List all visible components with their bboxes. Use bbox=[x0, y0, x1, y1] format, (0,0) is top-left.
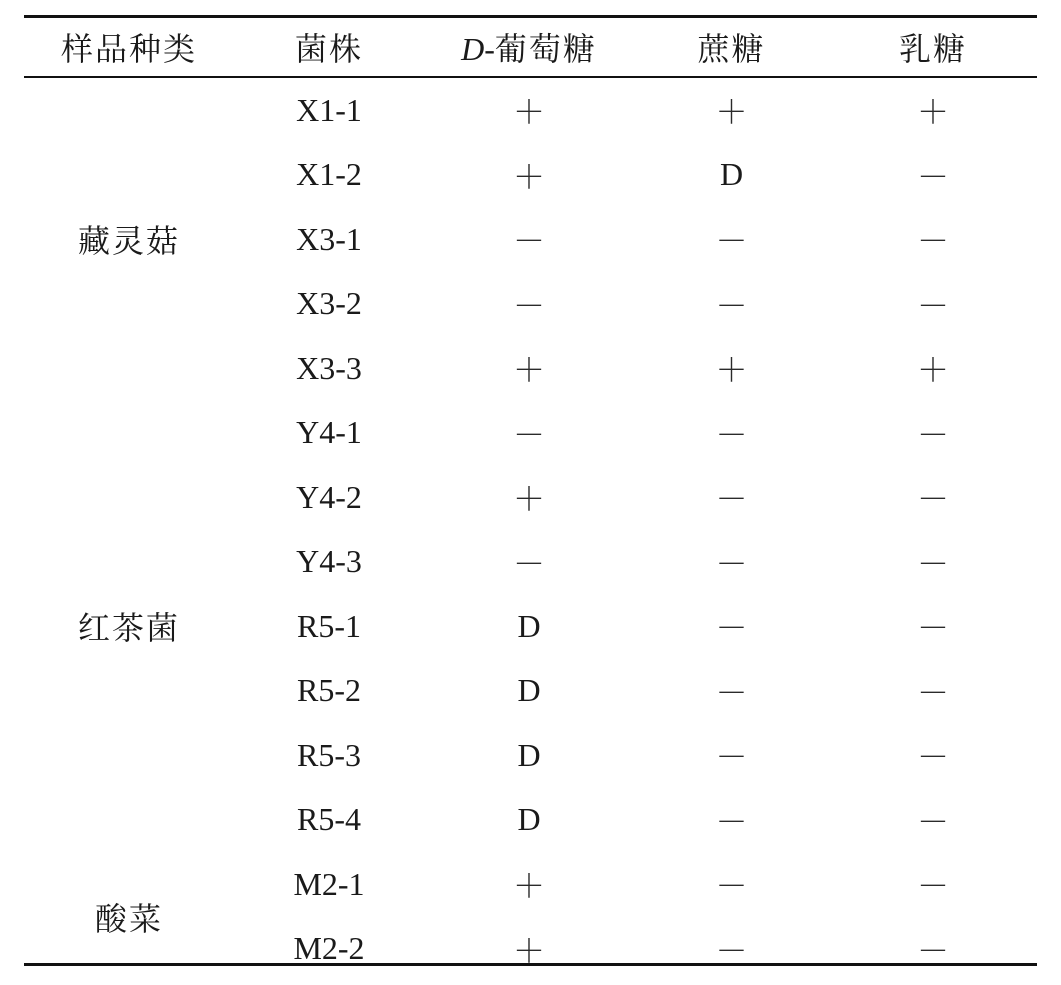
glucose-result-cell: D bbox=[517, 607, 541, 644]
strain-cell: M2-1 bbox=[293, 865, 365, 902]
lactose-result-cell: － bbox=[916, 286, 949, 325]
glucose-result-cell: ＋ bbox=[512, 157, 545, 196]
sucrose-result-cell: D bbox=[719, 156, 744, 193]
glucose-result-cell: D bbox=[517, 736, 541, 773]
header-glucose-prefix: D- bbox=[461, 31, 495, 67]
lactose-result-cell: － bbox=[916, 867, 949, 906]
table-header bbox=[24, 18, 1037, 76]
sucrose-result-cell: － bbox=[715, 867, 748, 906]
sample-type-cell: 藏灵菇 bbox=[77, 223, 180, 260]
strain-cell: M2-2 bbox=[293, 930, 365, 967]
glucose-result-cell: － bbox=[512, 222, 545, 261]
lactose-result-cell: ＋ bbox=[916, 93, 949, 132]
sucrose-result-cell: － bbox=[715, 286, 748, 325]
sucrose-result-cell: － bbox=[715, 673, 748, 712]
table-row bbox=[24, 852, 1037, 917]
sample-type-cell: 红茶菌 bbox=[77, 610, 180, 647]
lactose-result-cell: － bbox=[916, 931, 949, 970]
lactose-result-cell: － bbox=[916, 222, 949, 261]
sucrose-result-cell: ＋ bbox=[715, 93, 748, 132]
glucose-result-cell: － bbox=[512, 544, 545, 583]
strain-cell: Y4-1 bbox=[296, 414, 362, 451]
lactose-result-cell: － bbox=[916, 738, 949, 777]
sucrose-result-cell: － bbox=[715, 738, 748, 777]
sucrose-result-cell: － bbox=[715, 222, 748, 261]
strain-cell: X3-1 bbox=[296, 220, 362, 257]
glucose-result-cell: ＋ bbox=[512, 351, 545, 390]
strain-cell: X1-2 bbox=[296, 156, 362, 193]
strain-cell: R5-3 bbox=[297, 736, 361, 773]
glucose-result-cell: － bbox=[512, 415, 545, 454]
header-glucose bbox=[424, 18, 634, 76]
sucrose-result-cell: － bbox=[715, 802, 748, 841]
lactose-result-cell: － bbox=[916, 802, 949, 841]
header-lactose: 乳糖 bbox=[898, 31, 967, 67]
strain-cell: X3-3 bbox=[296, 349, 362, 386]
sucrose-result-cell: － bbox=[715, 480, 748, 519]
glucose-result-cell: ＋ bbox=[512, 867, 545, 906]
sucrose-result-cell: － bbox=[715, 415, 748, 454]
glucose-result-cell: D bbox=[517, 801, 541, 838]
strain-cell: R5-1 bbox=[297, 607, 361, 644]
header-strain: 菌株 bbox=[294, 31, 363, 67]
strain-cell: R5-4 bbox=[297, 801, 361, 838]
strain-cell: X1-1 bbox=[296, 91, 362, 128]
sucrose-result-cell: － bbox=[715, 931, 748, 970]
sucrose-result-cell: － bbox=[715, 609, 748, 648]
sample-type-cell: 酸菜 bbox=[94, 900, 163, 937]
header-sucrose: 蔗糖 bbox=[697, 31, 766, 67]
lactose-result-cell: － bbox=[916, 544, 949, 583]
sucrose-result-cell: ＋ bbox=[715, 351, 748, 390]
glucose-result-cell: ＋ bbox=[512, 931, 545, 970]
table-row bbox=[24, 401, 1037, 466]
lactose-result-cell: － bbox=[916, 673, 949, 712]
header-glucose-suffix: 葡萄糖 bbox=[494, 31, 597, 67]
strain-cell: X3-2 bbox=[296, 285, 362, 322]
glucose-result-cell: D bbox=[517, 672, 541, 709]
table-row bbox=[24, 78, 1037, 143]
lactose-result-cell: － bbox=[916, 609, 949, 648]
header-sample-type: 样品种类 bbox=[60, 31, 197, 67]
lactose-result-cell: ＋ bbox=[916, 351, 949, 390]
strain-cell: R5-2 bbox=[297, 672, 361, 709]
header-row bbox=[24, 18, 1037, 76]
lactose-result-cell: － bbox=[916, 480, 949, 519]
lactose-result-cell: － bbox=[916, 415, 949, 454]
glucose-result-cell: ＋ bbox=[512, 480, 545, 519]
sucrose-result-cell: － bbox=[715, 544, 748, 583]
lactose-result-cell: － bbox=[916, 157, 949, 196]
glucose-result-cell: － bbox=[512, 286, 545, 325]
strain-cell: Y4-2 bbox=[296, 478, 362, 515]
table-body bbox=[24, 78, 1037, 981]
glucose-result-cell: ＋ bbox=[512, 93, 545, 132]
strain-cell: Y4-3 bbox=[296, 543, 362, 580]
